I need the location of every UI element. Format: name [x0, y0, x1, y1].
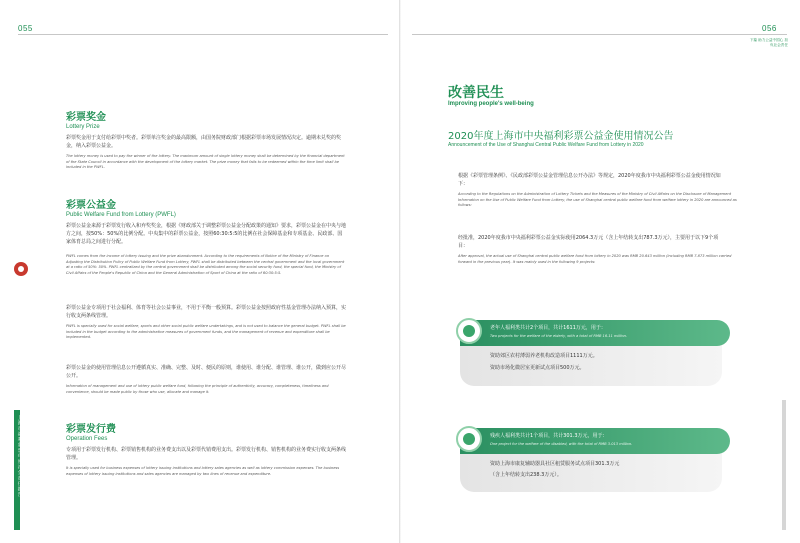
- summary-paragraph-en: After approval, the actual use of Shanghai central public welfare fund from lottery in 2020 was RMB 20.643 million (including RMB 7.873 million carried forward in the previous year). It was mainly used in the following 9 projects:: [458, 254, 732, 264]
- side-text-left: 上海市福利彩票年度社会责任报告: [17, 415, 22, 498]
- page-title: 改善民生: [448, 85, 504, 101]
- elderly-icon: [456, 318, 482, 344]
- paragraph-pwfl-en: PWFL comes from the income of lottery issuing and the prize abandonment. According to the requirements of Notice of the Ministry of Finance on Adjusting the Distribution Policy of Public Welfare Fund from Lottery, PWFL shall be distributed between the central government and the local government at a ratio of 50%: 50%. PWFL centralized by the central government shall be distributed among the social security fund, the special fund, the Ministry of Civil Affairs of the People's Republic of China and the General Administration of Sport of China at the ratio of 60:30:5:5.: [66, 254, 345, 275]
- paragraph-pwfl-cn: 彩票公益金来源于彩票发行收入和弃奖奖金，根据《财政部关于调整彩票公益金分配政策的通知》要求，彩票公益金在中央与地方之间，按50%：50%的比例分配。中央集中的彩票公益金，按照60:30:5:5的比例在社会保障基金和专项基金、民政部、国家体育总局之间进行分配。: [66, 223, 347, 245]
- paragraph-prize-en: The lottery money is used to pay the winner of the lottery. The maximum amount of single lottery money shall be determined by the financial department of the State Council in accordance with the development of the lottery market. The prize money that fails to be redeemed within the time limit shall be included in the PWFL.: [66, 154, 345, 169]
- side-strip-right: [782, 400, 786, 530]
- section-title-pwfl: 彩票公益金: [66, 200, 116, 211]
- card-body: [460, 340, 722, 386]
- card-line: （含上年结转支出238.3万元）。: [490, 472, 562, 478]
- paragraph-pwfl2-en: PWFL is specially used for social welfare, sports and other social public welfare undertakings, and is not used to balance the general budget. PWFL shall be included in the budget according to the administrative measures of government funds, and the management of revenue and expenditure shall be implemented.: [66, 324, 346, 339]
- paragraph-pwfl3-cn: 彩票公益金的使用管理信息公开遵循真实、准确、完整、及时、便民的原则，谁使用、谁分配、谁管理、谁公开，做到应公开尽公开。: [66, 365, 347, 379]
- paragraph-pwfl2-cn: 彩票公益金专项用于社会福利、体育等社会公益事业，不用于平衡一般预算。彩票公益金按照政府性基金管理办法纳入预算，实行收支两条线管理。: [66, 305, 347, 319]
- card-header-en: One project for the welfare of the disabled, with the total of RMB 3.013 million.: [490, 442, 633, 446]
- section-subtitle-pwfl: Public Welfare Fund from Lottery (PWFL): [66, 212, 176, 218]
- right-page: [400, 0, 800, 543]
- card-body: [460, 448, 722, 492]
- section-title-fees: 彩票发行费: [66, 424, 116, 435]
- announcement-subtitle: Announcement of the Use of Shanghai Central Public Welfare Fund from Lottery in 2020: [448, 142, 644, 148]
- project-card-disabled: [460, 428, 730, 492]
- summary-paragraph-cn: 经批准，2020年度我市中央福利彩票公益金实际使用2064.3万元（含上年结转支出787.3万元），主要用于以下9个项目：: [458, 235, 719, 249]
- card-header: [460, 320, 730, 346]
- project-card-elderly: [460, 320, 730, 386]
- paragraph-fees-en: It is specially used for business expenses of lottery issuing institutions and lottery sales agencies as well as lottery commission expenses. The business expenses of lottery issuing institutions and sales agencies are managed by two lines of revenue and expenditure.: [66, 466, 340, 476]
- card-line: 资助市场化微居室更新试点项目500万元。: [490, 365, 585, 371]
- intro-paragraph-cn: 根据《彩票管理条例》、《民政部彩票公益金管理信息公开办法》等规定，2020年度我市中央福利彩票公益金使用情况如下：: [458, 173, 721, 187]
- card-header-cn: 残疾人福利类共计1个项目，共计301.3万元，用于：: [490, 433, 608, 439]
- card-header: [460, 428, 730, 454]
- page-subtitle: Improving people's well-being: [448, 101, 534, 107]
- card-line: 资助上海市康复辅助器具社区租赁服务试点项目301.3万元: [490, 461, 620, 467]
- section-subtitle-fees: Operation Fees: [66, 436, 108, 442]
- welfare-lottery-logo-icon: [14, 262, 28, 276]
- intro-paragraph-en: According to the Regulations on the Administration of Lottery Tickets and the Measures of the Ministry of Civil Affairs on the Disclosure of Management Information on the Use of Public Welfare Fund from Lottery, the use of Shanghai central public welfare fund from welfare lottery in 2020 are announced as follows:: [458, 192, 737, 207]
- page-number-left: 055: [18, 24, 33, 33]
- page-number-right: 056: [762, 24, 777, 33]
- card-header-en: Two projects for the welfare of the elderly, with a total of RMB 16.11 million.: [490, 334, 628, 338]
- top-rule-right: [412, 34, 787, 35]
- section-title-prize: 彩票奖金: [66, 112, 106, 123]
- paragraph-prize-cn: 彩票奖金用于支付给彩票中奖者。彩票单注奖金的最高限额，由国务院财政部门根据彩票市场发展情况决定。逾期未兑奖的奖金，纳入彩票公益金。: [66, 135, 342, 149]
- top-rule-left: [18, 34, 388, 35]
- disability-icon: [456, 426, 482, 452]
- paragraph-pwfl3-en: Information of management and use of lottery public welfare fund, following the principle of authenticity, accuracy, completeness, timeliness and convenience, should be made public by those who use, allocate and manage it.: [66, 384, 329, 394]
- card-header-cn: 老年人福利类共计2个项目，共计1611万元，用于：: [490, 325, 606, 331]
- section-subtitle-prize: Lottery Prize: [66, 124, 100, 130]
- section-note: 下篇 助力公益中国心 担负社会责任: [749, 38, 788, 47]
- card-line: 资助郊区农村薄弱养老机构改造项目1111万元。: [490, 353, 598, 359]
- paragraph-fees-cn: 专项用于彩票发行机构、彩票销售机构的业务费支出以及彩票代销费用支出。彩票发行机构、销售机构的业务费实行收支两条线管理。: [66, 447, 347, 461]
- announcement-title: 2020年度上海市中央福利彩票公益金使用情况公告: [448, 131, 674, 142]
